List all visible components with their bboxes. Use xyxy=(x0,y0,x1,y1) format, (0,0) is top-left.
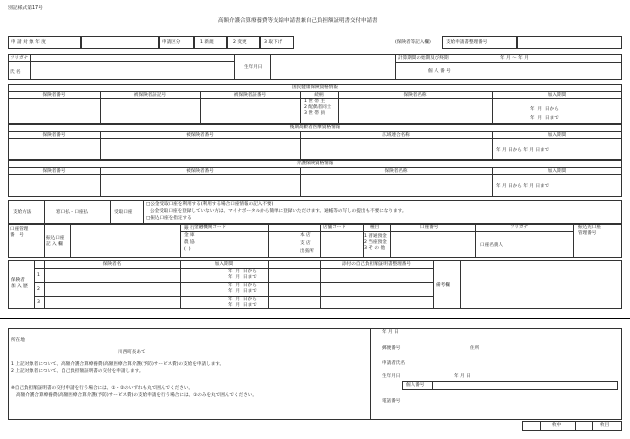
birthdate-label: 生年月日 xyxy=(244,65,263,70)
account-type-label: 種目 xyxy=(370,225,380,230)
cert-number-label: 添付の自己負担額証明書整理番号 xyxy=(342,262,411,267)
receipt-account-label: 受取口座 xyxy=(114,210,133,215)
history-row-3: 3 xyxy=(37,300,40,305)
insurer-history-label: 保険者 加 入 歴 xyxy=(11,278,28,289)
transfer-entry-label: 振込口座 記 入 欄 xyxy=(46,236,65,247)
addressee: 川西町長あて xyxy=(118,350,146,355)
note-2: 高額介護合算療養費(高額医療合算介護(予防)サービス費)の支給申請を行う場合には、①のみを丸で囲んでください。 xyxy=(16,393,257,398)
applicant-personal-no-field[interactable] xyxy=(402,381,618,390)
holder-furigana-label: フリガナ xyxy=(510,225,529,230)
transfer-dest-label: 振込先口座 管理番号 xyxy=(578,225,601,236)
public-account-note: 公金受取口座を登録していない方は、マイナポータルから簡単に登録いただけます。通帳等の写しの提出も不要になります。 xyxy=(150,209,407,214)
care-number-label: 被保険者番号 xyxy=(186,169,214,174)
support-number-field[interactable] xyxy=(517,36,622,49)
elder-insurer-no-label: 保険者番号 xyxy=(42,133,66,138)
nhi-insurer-no-label: 保険者番号 xyxy=(42,93,66,98)
period-value: 年 月 ～ 年 月 xyxy=(500,56,529,61)
birthdate-field[interactable] xyxy=(271,55,394,79)
elder-area-label: 広域連合名称 xyxy=(382,133,410,138)
form-number: 別記様式第17号 xyxy=(8,6,43,11)
name-field[interactable] xyxy=(31,62,233,79)
bank-code-label: 金融機関コード xyxy=(194,225,227,230)
nhi-number-label: 被保険者証番号 xyxy=(233,93,267,98)
zip-label: 郵便番号 xyxy=(382,346,401,351)
payment-method-value[interactable]: 窓口払・口座払 xyxy=(56,210,89,215)
category-label: 申請区分 xyxy=(162,40,181,45)
nhi-relation-label: 続柄 xyxy=(314,93,324,98)
account-number-field[interactable] xyxy=(391,232,474,257)
page-index-label: 枚目 xyxy=(600,423,610,428)
fiscal-year-field[interactable] xyxy=(81,36,159,49)
history-period-2: 年 月 日から 年 月 日まで xyxy=(228,283,257,294)
name-label: 氏 名 xyxy=(10,70,21,75)
nhi-period-label: 加入期間 xyxy=(547,93,567,98)
branch-types: 本 店 支 店 出張所 xyxy=(300,233,314,254)
bank-types: 銀 行 金 庫 農 協 ( ) xyxy=(184,226,195,252)
phone-label: 電話番号 xyxy=(382,399,401,404)
care-period-value: 年 月 日から 年 月 日まで xyxy=(496,184,550,189)
elder-header: 後期高齢者医療資格情報 xyxy=(289,125,341,130)
applicant-name-label: 申請者氏名 xyxy=(382,361,405,366)
account-mgmt-label: 口座管理 番 号 xyxy=(10,227,29,238)
option-withdraw-label: 3 取下げ xyxy=(264,40,283,45)
history-insurer-name-label: 保険者名 xyxy=(102,262,122,267)
fiscal-year-label: 申 請 対 象 年 度 xyxy=(11,40,46,45)
support-number-label: 支給申請書整理番号 xyxy=(446,40,488,45)
nhi-insurer-name-label: 保険者名称 xyxy=(403,93,427,98)
history-row-2: 2 xyxy=(37,287,40,292)
statement-2: 2 上記対象者について、自己負担額証明書の交付を申請します。 xyxy=(11,369,144,374)
payment-method-label: 支給方法 xyxy=(13,210,32,215)
elder-period-value: 年 月 日から 年 月 日まで xyxy=(496,148,550,153)
account-number-label: 口座番号 xyxy=(420,225,439,230)
transfer-account-option[interactable]: □振込口座を指定する xyxy=(146,216,192,221)
remarks-label: 備考欄 xyxy=(436,283,450,288)
applicant-birth-value[interactable]: 年 月 日 xyxy=(454,374,471,379)
applicant-address-label: 住所 xyxy=(470,346,480,351)
public-account-option[interactable]: □公金受取口座を利用する(利用する場合口座情報の記入不要) xyxy=(146,202,274,207)
bank-code-field[interactable] xyxy=(194,232,267,257)
applicant-birth-label: 生年月日 xyxy=(382,374,401,379)
nhi-period-value: 年 月 日から 年 月 日まで xyxy=(530,107,559,121)
care-insurer-name-label: 保険者名称 xyxy=(384,169,408,174)
option-new-label: 1 新規 xyxy=(200,40,214,45)
note-1: ※自己負担額証明書の交付申請を行う場合には、①・②のいずれも丸で囲んでください。 xyxy=(11,386,194,391)
nhi-relation-options: 1 世 帯 主 2 配偶者同士 3 世 帯 員 xyxy=(304,99,332,116)
nhi-header: 国民健康保険資格情報 xyxy=(292,85,338,90)
insurer-entry-label: (保険者等記入欄) xyxy=(395,40,431,45)
care-header: 介護保険資格情報 xyxy=(296,161,334,166)
history-row-1: 1 xyxy=(37,273,40,278)
personal-number-label: 個 人 番 号 xyxy=(428,69,451,74)
address-label: 所在地 xyxy=(11,338,25,343)
branch-code-label: 店舗コード xyxy=(323,225,346,230)
applicant-personal-no-label: 個人番号 xyxy=(406,383,425,388)
care-period-label: 加入期間 xyxy=(547,169,567,174)
history-period-label: 加入期間 xyxy=(214,262,234,267)
section-divider xyxy=(0,318,630,319)
statement-1: 1 上記対象者について、高額介護合算療養費(高額医療合算介護(予防)サービス費)の支給を申請します。 xyxy=(11,362,225,367)
personal-number-field[interactable] xyxy=(470,63,620,79)
holder-label: 口座名義人 xyxy=(480,243,503,248)
remarks-field[interactable] xyxy=(461,261,621,308)
period-label: 計算期間の始期及び終期 xyxy=(398,56,449,61)
nhi-symbol-label: 被保険者証記号 xyxy=(133,93,167,98)
application-date[interactable]: 年 月 日 xyxy=(382,330,399,335)
furigana-label: フリガナ xyxy=(10,56,29,61)
elder-number-label: 被保険者番号 xyxy=(186,133,214,138)
form-title: 高額介護合算療養費等支給申請書兼自己負担額証明書交付申請書 xyxy=(218,18,378,24)
elder-period-label: 加入期間 xyxy=(547,133,567,138)
page-total-label: 枚中 xyxy=(552,423,562,428)
account-type-options[interactable]: 1 普通預金 2 当座預金 3 そ の 他 xyxy=(364,234,387,251)
option-change-label: 2 変更 xyxy=(233,40,247,45)
care-insurer-no-label: 保険者番号 xyxy=(42,169,66,174)
history-period-3: 年 月 日から 年 月 日まで xyxy=(228,297,257,308)
history-period-1: 年 月 日から 年 月 日まで xyxy=(228,269,257,280)
